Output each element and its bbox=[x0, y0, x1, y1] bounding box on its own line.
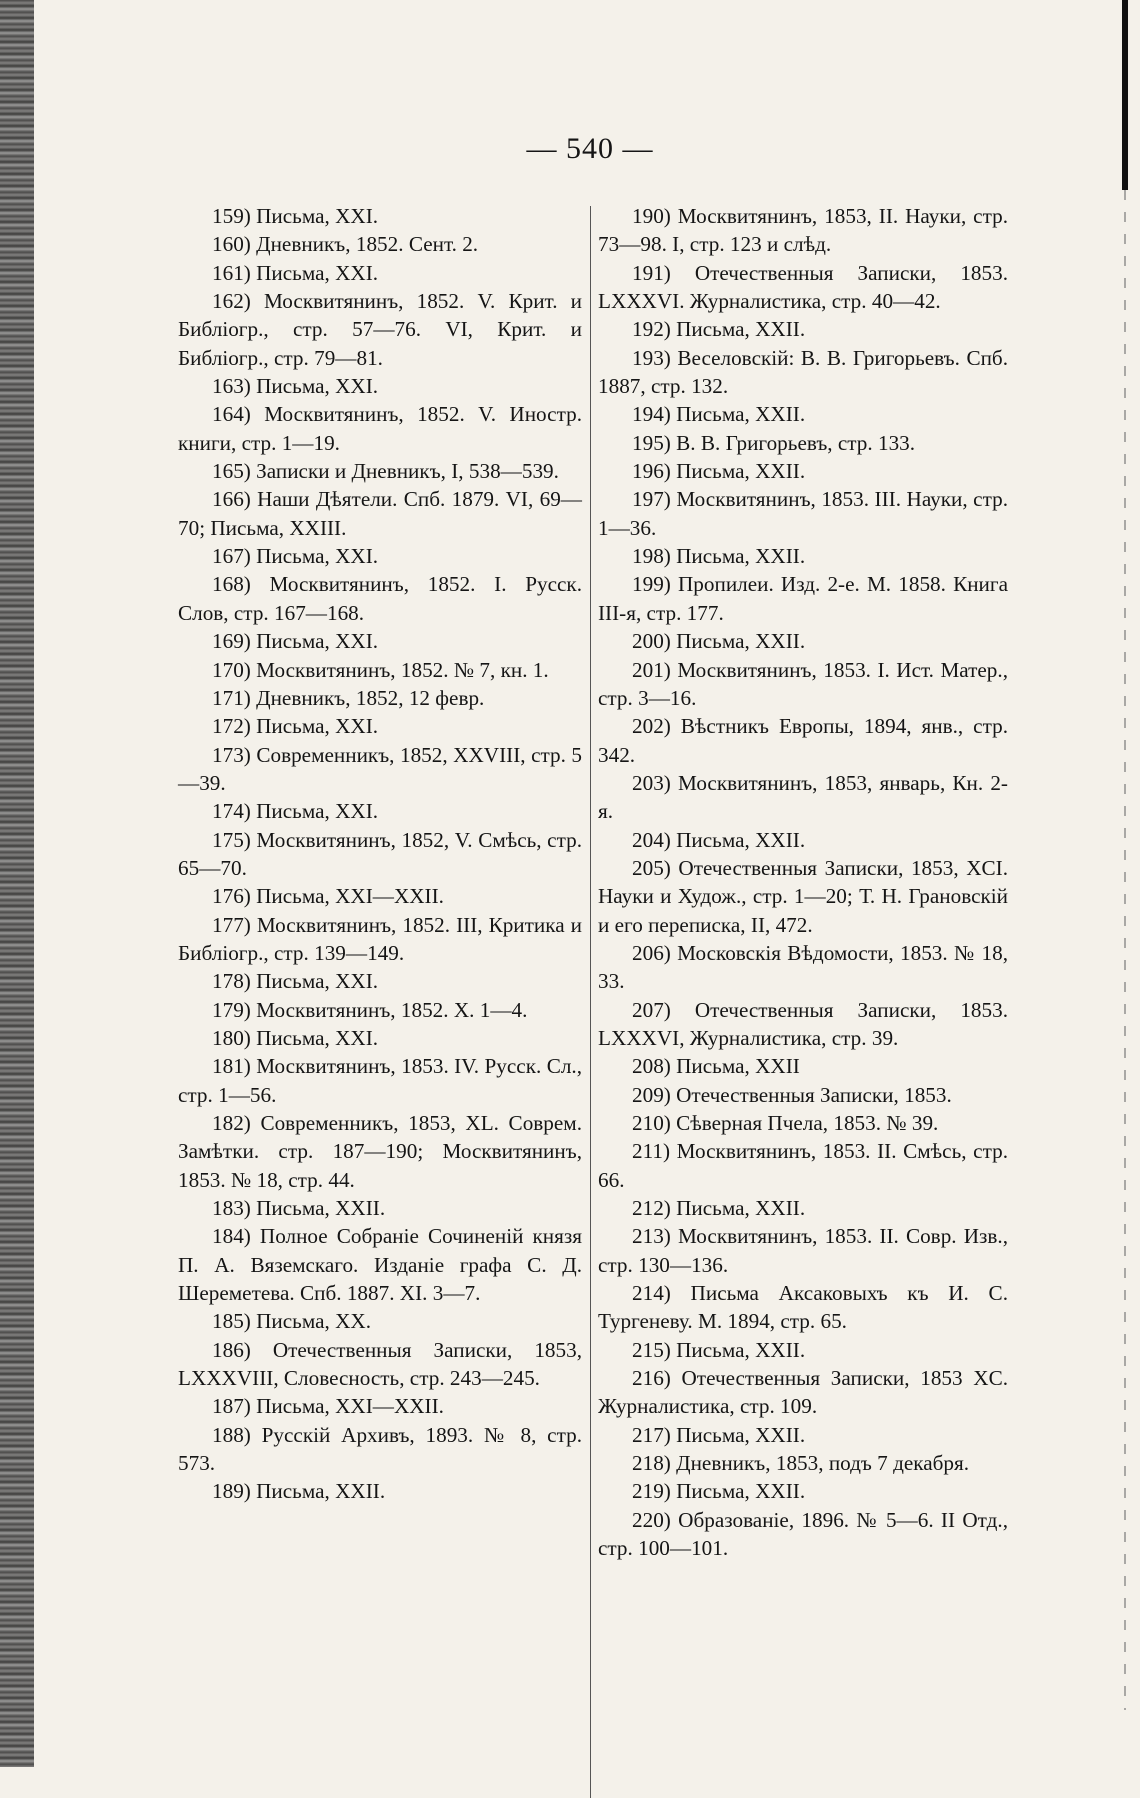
note-172: 172) Письма, XXI. bbox=[212, 714, 379, 739]
note-208: 208) Письма, XXII bbox=[632, 1054, 800, 1079]
note-220: 220) Образованiе, 1896. № 5—6. II Отд., стр. 100—101. bbox=[598, 1507, 1008, 1561]
note-159: 159) Письма, XXI. bbox=[212, 204, 379, 228]
note-164: 164) Москвитянинъ, 1852. V. Иностр. книги, стр. 1—19. bbox=[178, 402, 582, 455]
note-179: 179) Москвитянинъ, 1852. X. 1—4. bbox=[212, 997, 528, 1022]
note-175: 175) Москвитянинъ, 1852, V. Смѣсь, стр. 65—70. bbox=[178, 827, 582, 880]
note-194: 194) Письма, XXII. bbox=[632, 402, 806, 427]
right-column bbox=[598, 202, 1008, 1563]
note-185: 185) Письма, XX. bbox=[212, 1309, 371, 1334]
note-217: 217) Письма, XXII. bbox=[632, 1422, 806, 1447]
note-176: 176) Письма, XXI—XXII. bbox=[212, 884, 444, 909]
note-167: 167) Письма, XXI. bbox=[212, 544, 379, 569]
note-183: 183) Письма, XXII. bbox=[212, 1196, 386, 1221]
note-177: 177) Москвитянинъ, 1852. III, Критика и Библiогр., стр. 139—149. bbox=[178, 912, 582, 965]
note-188: 188) Русскiй Архивъ, 1893. № 8, стр. 573. bbox=[178, 1422, 582, 1476]
note-160: 160) Дневникъ, 1852. Сент. 2. bbox=[212, 232, 479, 257]
note-201: 201) Москвитянинъ, 1853. I. Ист. Матер., стр. 3—16. bbox=[598, 657, 1008, 710]
note-215: 215) Письма, XXII. bbox=[632, 1337, 806, 1362]
note-182: 182) Современникъ, 1853, XL. Соврем. Замѣтки. стр. 187—190; Москвитянинъ, 1853. № 18, стр. 44. bbox=[178, 1111, 582, 1192]
note-210: 210) Сѣверная Пчела, 1853. № 39. bbox=[632, 1111, 939, 1135]
note-189: 189) Письма, XXII. bbox=[212, 1479, 386, 1504]
note-205: 205) Отечественныя Записки, 1853, XCI. Науки и Худож., стр. 1—20; Т. Н. Грановскiй и его переписка, II, 472. bbox=[598, 855, 1008, 937]
note-184: 184) Полное Собранiе Сочиненiй князя П. А. Вяземскаго. Изданiе графа С. Д. Шереметева. Спб. 1887. XI. 3—7. bbox=[178, 1224, 582, 1306]
note-190: 190) Москвитянинъ, 1853, II. Науки, стр. 73—98. I, стр. 123 и слѣд. bbox=[598, 204, 1008, 257]
note-166: 166) Наши Дѣятели. Спб. 1879. VI, 69—70; Письма, XXIII. bbox=[178, 487, 582, 540]
note-211: 211) Москвитянинъ, 1853. II. Смѣсь, стр. 66. bbox=[598, 1139, 1008, 1192]
note-213: 213) Москвитянинъ, 1853. II. Совр. Изв., стр. 130—136. bbox=[598, 1224, 1008, 1277]
note-191: 191) Отечественныя Записки, 1853. LXXXVI. Журналистика, стр. 40—42. bbox=[598, 260, 1008, 314]
note-206: 206) Московскiя Вѣдомости, 1853. № 18, 33. bbox=[598, 940, 1008, 994]
note-204: 204) Письма, XXII. bbox=[632, 827, 806, 852]
note-212: 212) Письма, XXII. bbox=[632, 1196, 806, 1221]
note-200: 200) Письма, XXII. bbox=[632, 629, 806, 654]
note-216: 216) Отечественныя Записки, 1853 XC. Журналистика, стр. 109. bbox=[598, 1366, 1008, 1419]
note-207: 207) Отечественныя Записки, 1853. LXXXVI, Журналистика, стр. 39. bbox=[598, 997, 1008, 1050]
note-161: 161) Письма, XXI. bbox=[212, 260, 379, 285]
note-199: 199) Пропилеи. Изд. 2-е. М. 1858. Книга III-я, стр. 177. bbox=[598, 572, 1008, 625]
scan-edge-left bbox=[0, 0, 34, 1767]
note-170: 170) Москвитянинъ, 1852. № 7, кн. 1. bbox=[212, 657, 549, 682]
column-divider bbox=[590, 206, 591, 1798]
note-171: 171) Дневникъ, 1852, 12 февр. bbox=[212, 685, 485, 710]
note-197: 197) Москвитянинъ, 1853. III. Науки, стр. 1—36. bbox=[598, 487, 1008, 540]
note-209: 209) Отечественныя Записки, 1853. bbox=[632, 1082, 952, 1107]
note-178: 178) Письма, XXI. bbox=[212, 969, 379, 994]
note-162: 162) Москвитянинъ, 1852. V. Крит. и Библiогр., стр. 57—76. VI, Крит. и Библiогр., стр. 79—81. bbox=[178, 289, 582, 370]
note-219: 219) Письма, XXII. bbox=[632, 1479, 806, 1504]
note-180: 180) Письма, XXI. bbox=[212, 1025, 379, 1050]
note-168: 168) Москвитянинъ, 1852. I. Русск. Слов, стр. 167—168. bbox=[178, 572, 582, 625]
note-169: 169) Письма, XXI. bbox=[212, 629, 379, 654]
note-202: 202) Вѣстникъ Европы, 1894, янв., стр. 342. bbox=[598, 714, 1008, 767]
note-195: 195) В. В. Григорьевъ, стр. 133. bbox=[632, 430, 916, 455]
note-198: 198) Письма, XXII. bbox=[632, 544, 806, 569]
left-column bbox=[178, 202, 582, 1506]
note-187: 187) Письма, XXI—XXII. bbox=[212, 1394, 444, 1419]
note-186: 186) Отечественныя Записки, 1853, LXXXVIII, Словесность, стр. 243—245. bbox=[178, 1337, 582, 1391]
note-218: 218) Дневникъ, 1853, подъ 7 декабря. bbox=[632, 1451, 970, 1476]
note-196: 196) Письма, XXII. bbox=[632, 459, 806, 484]
note-214: 214) Письма Аксаковыхъ къ И. С. Тургеневу. М. 1894, стр. 65. bbox=[598, 1281, 1008, 1334]
note-174: 174) Письма, XXI. bbox=[212, 799, 379, 824]
page-number: — 540 — bbox=[526, 132, 654, 165]
note-203: 203) Москвитянинъ, 1853, январь, Кн. 2-я. bbox=[598, 770, 1008, 824]
note-192: 192) Письма, XXII. bbox=[632, 317, 806, 342]
note-193: 193) Веселовскiй: В. В. Григорьевъ. Спб. 1887, стр. 132. bbox=[598, 345, 1008, 399]
note-181: 181) Москвитянинъ, 1853. IV. Русск. Сл., стр. 1—56. bbox=[178, 1054, 582, 1107]
scan-edge-right-dashed bbox=[1124, 190, 1126, 1710]
note-165: 165) Записки и Дневникъ, I, 538—539. bbox=[212, 459, 559, 484]
note-173: 173) Современникъ, 1852, XXVIII, стр. 5—39. bbox=[178, 742, 582, 795]
note-163: 163) Письма, XXI. bbox=[212, 374, 379, 399]
